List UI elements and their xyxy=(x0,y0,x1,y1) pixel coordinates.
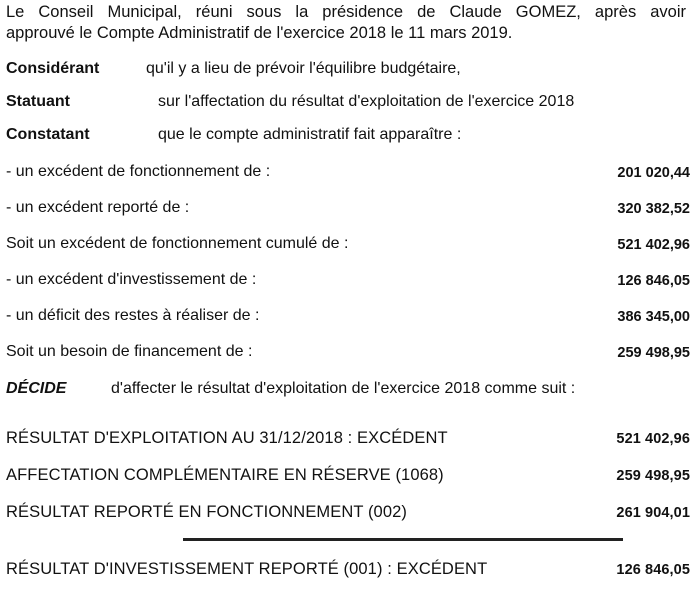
line-label: - un excédent d'investissement de : xyxy=(6,271,257,288)
result-affectation-reserve xyxy=(6,466,690,488)
line-excedent-fonctionnement xyxy=(6,163,690,185)
line-label: - un excédent de fonctionnement de : xyxy=(6,163,271,180)
line-amount: 320 382,52 xyxy=(617,201,690,217)
clause-statuant xyxy=(6,93,690,115)
clause-lead: Constatant xyxy=(6,126,90,143)
result-amount: 521 402,96 xyxy=(616,431,690,447)
line-amount: 201 020,44 xyxy=(617,165,690,181)
line-label: - un excédent reporté de : xyxy=(6,199,190,216)
result-label: RÉSULTAT REPORTÉ EN FONCTIONNEMENT (002) xyxy=(6,503,407,521)
line-excedent-reporte xyxy=(6,199,690,221)
line-deficit-restes xyxy=(6,307,690,329)
intro-line-1: Le Conseil Municipal, réuni sous la présidence de Claude GOMEZ, après avoir xyxy=(6,3,686,21)
separator-rule xyxy=(183,538,623,541)
decide-clause xyxy=(6,380,690,402)
line-besoin-financement xyxy=(6,343,690,365)
line-label: Soit un besoin de financement de : xyxy=(6,343,253,360)
result-label: RÉSULTAT D'EXPLOITATION AU 31/12/2018 : EXCÉDENT xyxy=(6,429,448,447)
clause-lead: Considérant xyxy=(6,60,100,77)
clause-constatant xyxy=(6,126,690,148)
investment-label: RÉSULTAT D'INVESTISSEMENT REPORTÉ (001) : EXCÉDENT xyxy=(6,560,488,578)
line-amount: 259 498,95 xyxy=(617,345,690,361)
decide-lead: DÉCIDE xyxy=(6,380,67,397)
clause-text: sur l'affectation du résultat d'exploitation de l'exercice 2018 xyxy=(158,93,575,110)
line-excedent-investissement xyxy=(6,271,690,293)
decide-text: d'affecter le résultat d'exploitation de l'exercice 2018 comme suit : xyxy=(111,380,576,397)
line-label: - un déficit des restes à réaliser de : xyxy=(6,307,260,324)
clause-text: qu'il y a lieu de prévoir l'équilibre budgétaire, xyxy=(146,60,461,77)
line-excedent-cumule xyxy=(6,235,690,257)
line-amount: 386 345,00 xyxy=(617,309,690,325)
result-exploitation xyxy=(6,429,690,451)
intro-line-2: approuvé le Compte Administratif de l'exercice 2018 le 11 mars 2019. xyxy=(6,24,513,42)
result-investissement-reporte xyxy=(6,560,690,582)
clause-considerant xyxy=(6,60,690,82)
line-amount: 521 402,96 xyxy=(617,237,690,253)
result-amount: 261 904,01 xyxy=(616,505,690,521)
investment-amount: 126 846,05 xyxy=(616,562,690,578)
line-amount: 126 846,05 xyxy=(617,273,690,289)
clause-lead: Statuant xyxy=(6,93,70,110)
intro-paragraph xyxy=(6,2,686,44)
result-amount: 259 498,95 xyxy=(616,468,690,484)
line-label: Soit un excédent de fonctionnement cumulé de : xyxy=(6,235,349,252)
result-label: AFFECTATION COMPLÉMENTAIRE EN RÉSERVE (1068) xyxy=(6,466,444,484)
result-reporte-fonctionnement xyxy=(6,503,690,525)
clause-text: que le compte administratif fait apparaître : xyxy=(158,126,462,143)
